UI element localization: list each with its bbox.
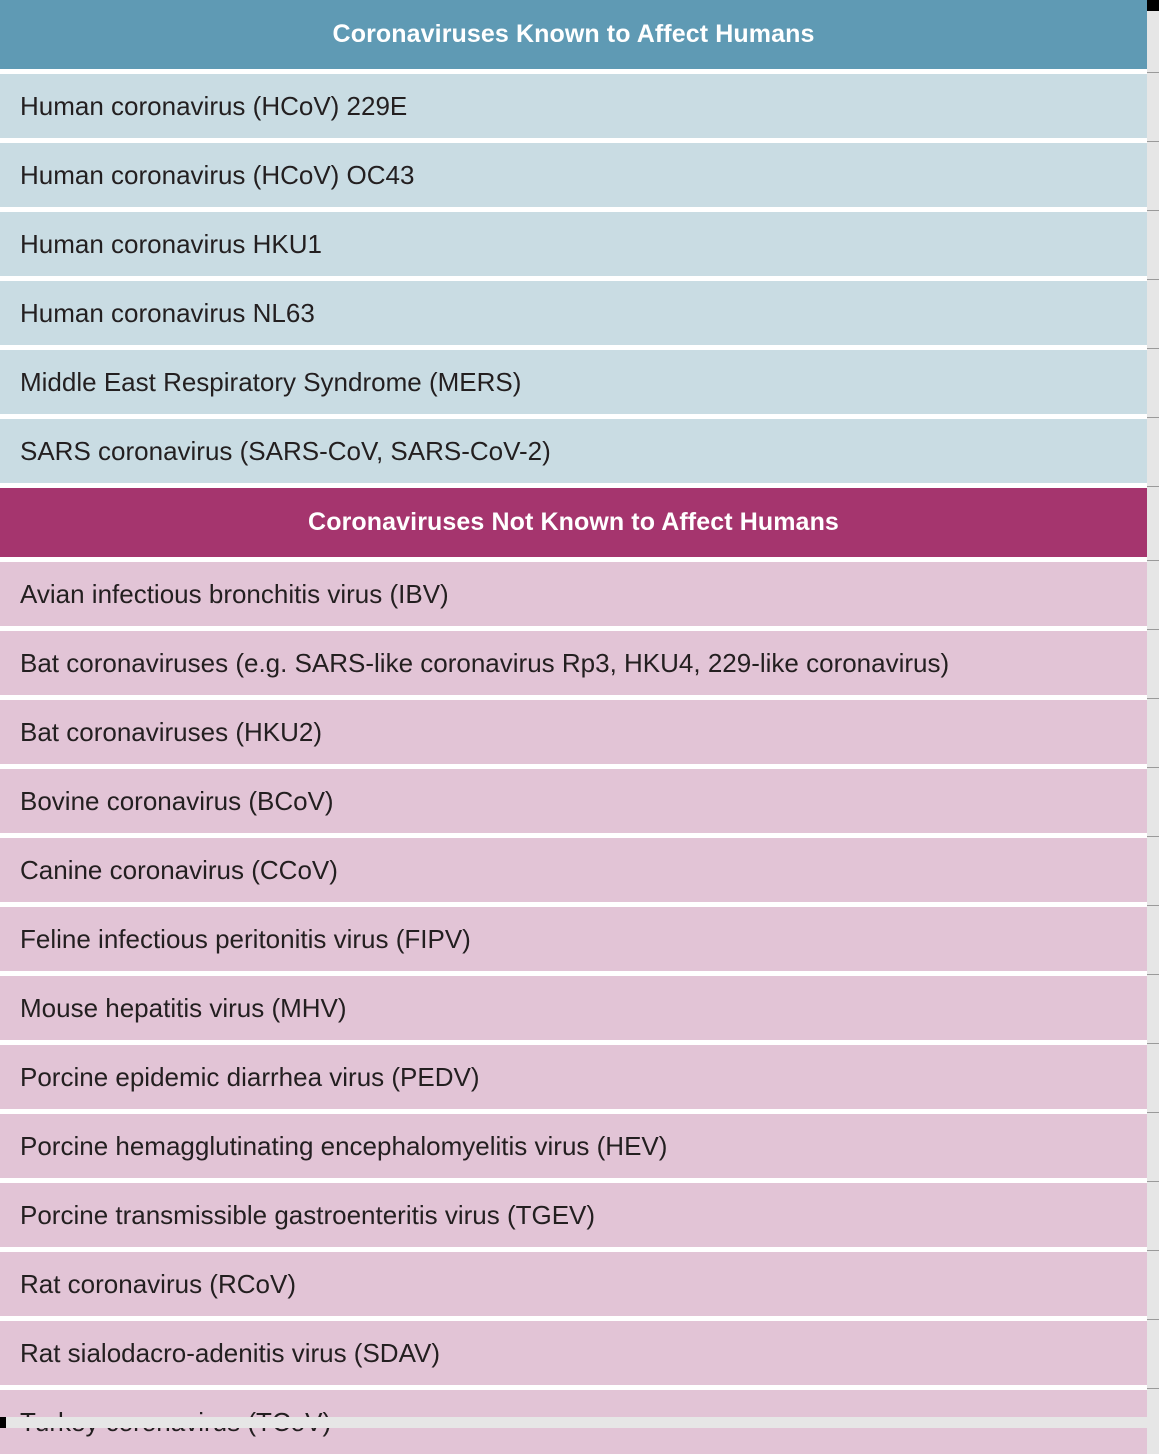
gutter-separator-tick bbox=[1147, 1250, 1159, 1251]
gutter-separator-tick bbox=[1147, 210, 1159, 211]
page-bottom-margin bbox=[0, 1417, 1147, 1428]
gutter-separator-tick bbox=[1147, 486, 1159, 487]
gutter-separator-tick bbox=[1147, 836, 1159, 837]
table-row: Feline infectious peritonitis virus (FIPV) bbox=[0, 907, 1147, 971]
table-row: Porcine hemagglutinating encephalomyelitis virus (HEV) bbox=[0, 1114, 1147, 1178]
gutter-separator-tick bbox=[1147, 72, 1159, 73]
table-row: Human coronavirus HKU1 bbox=[0, 212, 1147, 276]
gutter-separator-tick bbox=[1147, 560, 1159, 561]
crop-mark-bottom-left bbox=[0, 1417, 6, 1428]
gutter-separator-tick bbox=[1147, 1043, 1159, 1044]
table-row: Rat coronavirus (RCoV) bbox=[0, 1252, 1147, 1316]
table-row: Human coronavirus (HCoV) 229E bbox=[0, 74, 1147, 138]
table-row: Human coronavirus (HCoV) OC43 bbox=[0, 143, 1147, 207]
gutter-separator-tick bbox=[1147, 1319, 1159, 1320]
table-row: SARS coronavirus (SARS-CoV, SARS-CoV-2) bbox=[0, 419, 1147, 483]
table-row: Human coronavirus NL63 bbox=[0, 281, 1147, 345]
table-row: Porcine transmissible gastroenteritis virus (TGEV) bbox=[0, 1183, 1147, 1247]
table-row: Middle East Respiratory Syndrome (MERS) bbox=[0, 350, 1147, 414]
gutter-separator-tick bbox=[1147, 698, 1159, 699]
gutter-separator-tick bbox=[1147, 279, 1159, 280]
table-row: Rat sialodacro-adenitis virus (SDAV) bbox=[0, 1321, 1147, 1385]
table-row: Mouse hepatitis virus (MHV) bbox=[0, 976, 1147, 1040]
section-header-not-known: Coronaviruses Not Known to Affect Humans bbox=[0, 488, 1147, 557]
table-row: Bovine coronavirus (BCoV) bbox=[0, 769, 1147, 833]
table-row: Canine coronavirus (CCoV) bbox=[0, 838, 1147, 902]
table-row: Bat coronaviruses (HKU2) bbox=[0, 700, 1147, 764]
gutter-separator-tick bbox=[1147, 905, 1159, 906]
gutter-separator-tick bbox=[1147, 1112, 1159, 1113]
gutter-separator-tick bbox=[1147, 629, 1159, 630]
gutter-separator-tick bbox=[1147, 974, 1159, 975]
crop-mark-top-right bbox=[1147, 0, 1159, 11]
table-row: Avian infectious bronchitis virus (IBV) bbox=[0, 562, 1147, 626]
table-row: Porcine epidemic diarrhea virus (PEDV) bbox=[0, 1045, 1147, 1109]
gutter-separator-tick bbox=[1147, 767, 1159, 768]
page-right-margin bbox=[1147, 0, 1159, 1428]
gutter-separator-tick bbox=[1147, 1181, 1159, 1182]
gutter-separator-tick bbox=[1147, 141, 1159, 142]
gutter-separator-tick bbox=[1147, 348, 1159, 349]
gutter-separator-tick bbox=[1147, 1388, 1159, 1389]
gutter-separator-tick bbox=[1147, 417, 1159, 418]
section-header-known: Coronaviruses Known to Affect Humans bbox=[0, 0, 1147, 69]
table-row: Bat coronaviruses (e.g. SARS-like coronavirus Rp3, HKU4, 229-like coronavirus) bbox=[0, 631, 1147, 695]
